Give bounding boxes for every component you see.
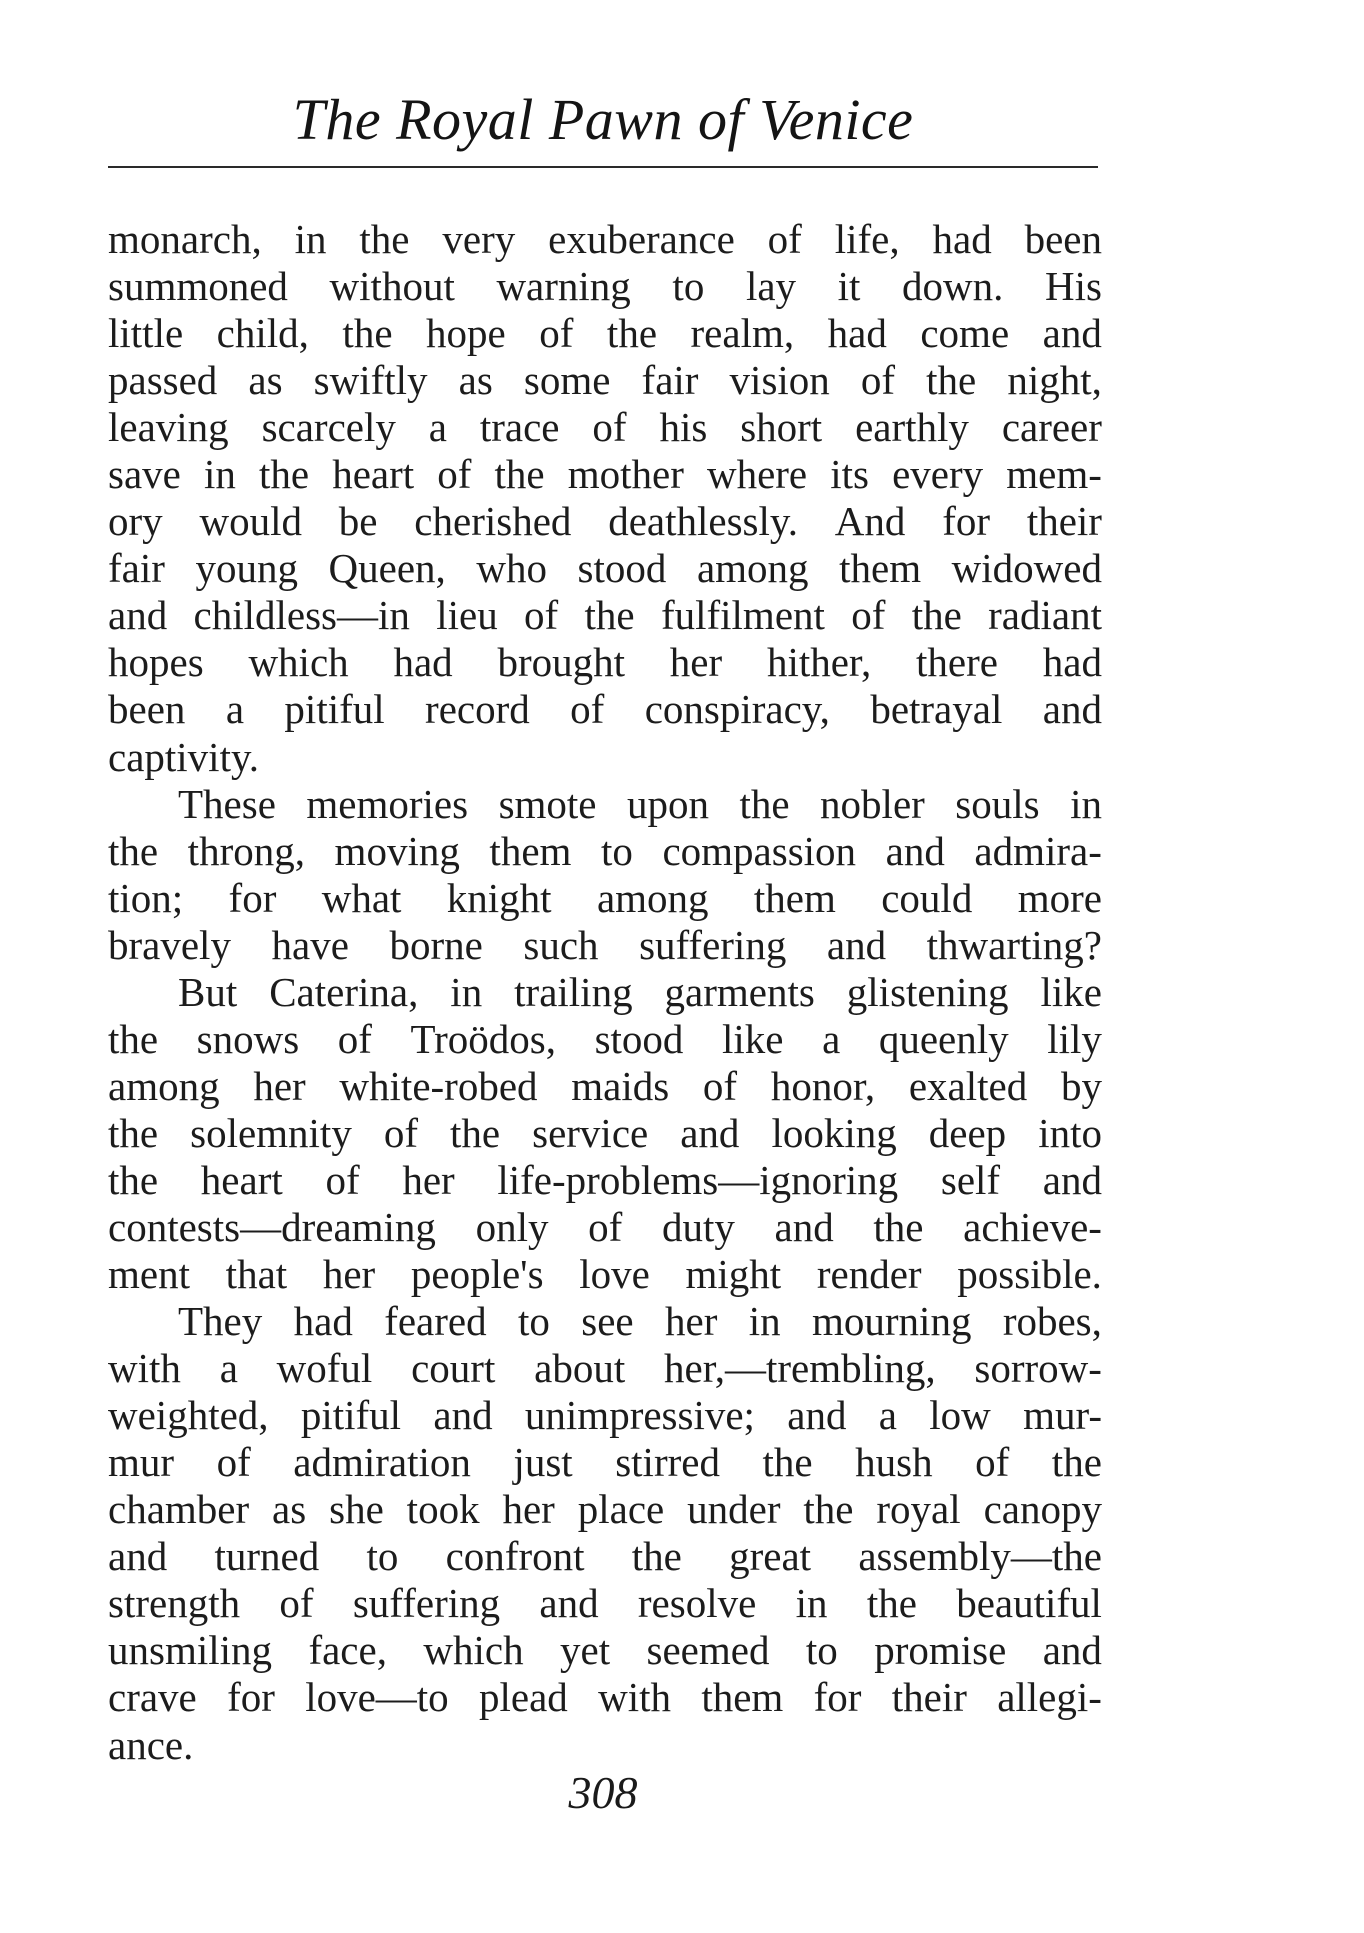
text-line: They had feared to see her in mourning robes, — [178, 1298, 1102, 1345]
text-line: chamber as she took her place under the royal canopy — [108, 1486, 1102, 1533]
text-line: captivity. — [108, 733, 260, 780]
text-line: the solemnity of the service and looking deep into — [108, 1109, 1102, 1156]
text-line: and turned to confront the great assembly—the — [108, 1533, 1102, 1580]
text-line: mur of admiration just stirred the hush of the — [108, 1439, 1102, 1486]
text-line: ment that her people's love might render possible. — [108, 1251, 1102, 1298]
text-line: among her white-robed maids of honor, exalted by — [108, 1062, 1102, 1109]
text-line: with a woful court about her,—trembling, sorrow- — [108, 1345, 1102, 1392]
body-text — [108, 216, 1102, 1769]
text-line: unsmiling face, which yet seemed to promise and — [108, 1627, 1102, 1674]
text-line: monarch, in the very exuberance of life, had been — [108, 216, 1102, 262]
text-line: passed as swiftly as some fair vision of the night, — [108, 357, 1102, 404]
text-line: ory would be cherished deathlessly. And for their — [108, 498, 1102, 545]
text-line: crave for love—to plead with them for their allegi- — [108, 1674, 1102, 1721]
header-rule — [108, 166, 1098, 168]
text-line: These memories smote upon the nobler souls in — [178, 780, 1102, 827]
text-line: contests—dreaming only of duty and the achieve- — [108, 1203, 1102, 1250]
text-line: little child, the hope of the realm, had come and — [108, 310, 1102, 357]
text-line: the snows of Troödos, stood like a queenly lily — [108, 1015, 1102, 1062]
text-line: fair young Queen, who stood among them widowed — [108, 545, 1102, 592]
text-line: ance. — [108, 1721, 194, 1768]
text-line: bravely have borne such suffering and thwarting? — [108, 921, 1102, 968]
text-line: and childless—in lieu of the fulfilment of the radiant — [108, 592, 1102, 639]
text-line: been a pitiful record of conspiracy, betrayal and — [108, 686, 1102, 733]
page-number: 308 — [568, 1767, 638, 1818]
text-line: weighted, pitiful and unimpressive; and a low mur- — [108, 1392, 1102, 1439]
text-line: tion; for what knight among them could more — [108, 874, 1102, 921]
text-line: summoned without warning to lay it down. His — [108, 263, 1102, 310]
text-line: the throng, moving them to compassion and admira- — [108, 827, 1102, 874]
text-line: strength of suffering and resolve in the beautiful — [108, 1580, 1102, 1627]
text-line: leaving scarcely a trace of his short earthly career — [108, 404, 1102, 451]
text-line: the heart of her life-problems—ignoring self and — [108, 1156, 1102, 1203]
text-line: hopes which had brought her hither, there had — [108, 639, 1102, 686]
text-line: save in the heart of the mother where its every mem- — [108, 451, 1102, 498]
text-line: But Caterina, in trailing garments glistening like — [178, 968, 1102, 1015]
running-head: The Royal Pawn of Venice — [292, 87, 914, 152]
